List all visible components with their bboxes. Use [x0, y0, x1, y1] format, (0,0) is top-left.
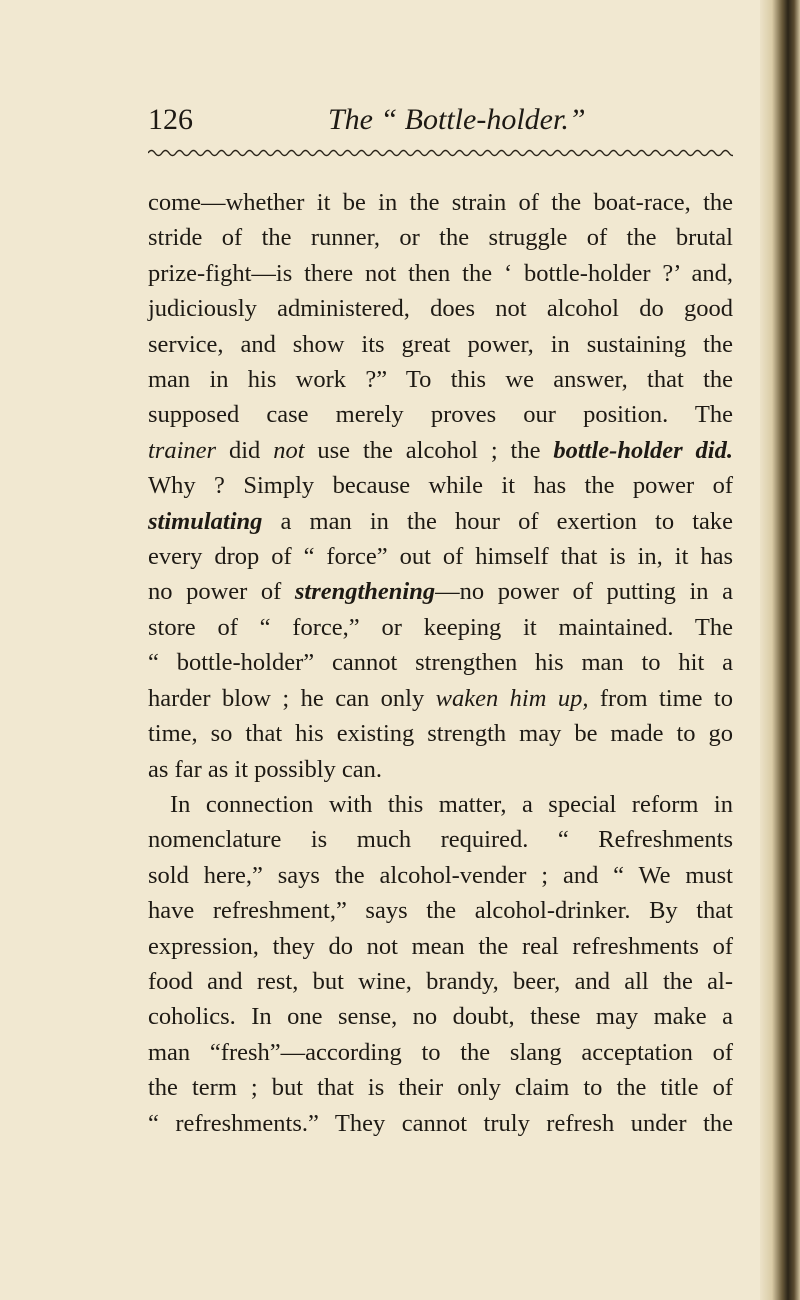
- text-line: man “fresh”—according to the slang acceptation of: [148, 1038, 733, 1066]
- text-segment: no power of: [148, 578, 295, 606]
- text-segment: harder blow ; he can only: [148, 684, 436, 712]
- emphasis-trainer: trainer: [148, 436, 217, 464]
- text-line: judiciously administered, does not alcohol do good: [148, 295, 733, 323]
- text-line: store of “ force,” or keeping it maintained. The: [148, 613, 733, 641]
- page-number: 126: [148, 103, 193, 136]
- text-line-with-emphasis: [148, 433, 733, 468]
- page-header: [148, 103, 748, 143]
- emphasis-bottle-holder: bottle-holder did.: [553, 436, 733, 464]
- text-line: sold here,” says the alcohol-vender ; and “ We must: [148, 861, 733, 889]
- text-line: In connection with this matter, a special reform in: [170, 790, 733, 818]
- text-line: time, so that his existing strength may be made to go: [148, 720, 733, 748]
- text-line: food and rest, but wine, brandy, beer, and all the al-: [148, 967, 733, 995]
- text-line: supposed case merely proves our position. The: [148, 401, 733, 429]
- text-line-with-emphasis: [148, 504, 733, 539]
- decorative-wavy-rule: [148, 147, 733, 159]
- text-segment: —no power of putting in a: [435, 578, 733, 606]
- page-binding-edge: [760, 0, 800, 1300]
- text-line: every drop of “ force” out of himself that is in, it has: [148, 543, 733, 571]
- text-line: nomenclature is much required. “ Refreshments: [148, 826, 733, 854]
- text-line: man in his work ?” To this we answer, that the: [148, 366, 733, 394]
- emphasis-waken-him-up: waken him up,: [435, 684, 589, 712]
- emphasis-not: not: [273, 436, 305, 464]
- text-line-with-emphasis: [148, 574, 733, 609]
- body-text: [148, 185, 733, 1141]
- text-segment: from time to: [588, 684, 733, 712]
- text-line: Why ? Simply because while it has the power of: [148, 472, 733, 500]
- text-line: the term ; but that is their only claim to the title of: [148, 1074, 733, 1102]
- text-segment: a man in the hour of exertion to take: [262, 507, 733, 535]
- emphasis-stimulating: stimulating: [148, 507, 263, 535]
- text-line: come—whether it be in the strain of the boat-race, the: [148, 189, 733, 216]
- text-line: have refreshment,” says the alcohol-drinker. By that: [148, 897, 733, 925]
- text-line: stride of the runner, or the struggle of the brutal: [148, 224, 733, 252]
- emphasis-strengthening: strengthening: [294, 578, 436, 606]
- text-line: coholics. In one sense, no doubt, these may make a: [148, 1003, 733, 1031]
- text-line: prize-fight—is there not then the ‘ bottle-holder ?’ and,: [148, 259, 733, 287]
- text-segment: did: [216, 436, 274, 464]
- text-line: expression, they do not mean the real refreshments of: [148, 932, 733, 960]
- text-line: “ bottle-holder” cannot strengthen his man to hit a: [148, 649, 733, 677]
- text-line-with-emphasis: [148, 681, 733, 716]
- text-line: service, and show its great power, in sustaining the: [148, 330, 733, 358]
- text-line: as far as it possibly can.: [148, 755, 383, 783]
- text-line: “ refreshments.” They cannot truly refresh under the: [148, 1109, 733, 1137]
- running-title: The “ Bottle-holder.”: [328, 103, 586, 136]
- text-segment: use the alcohol ; the: [304, 436, 554, 464]
